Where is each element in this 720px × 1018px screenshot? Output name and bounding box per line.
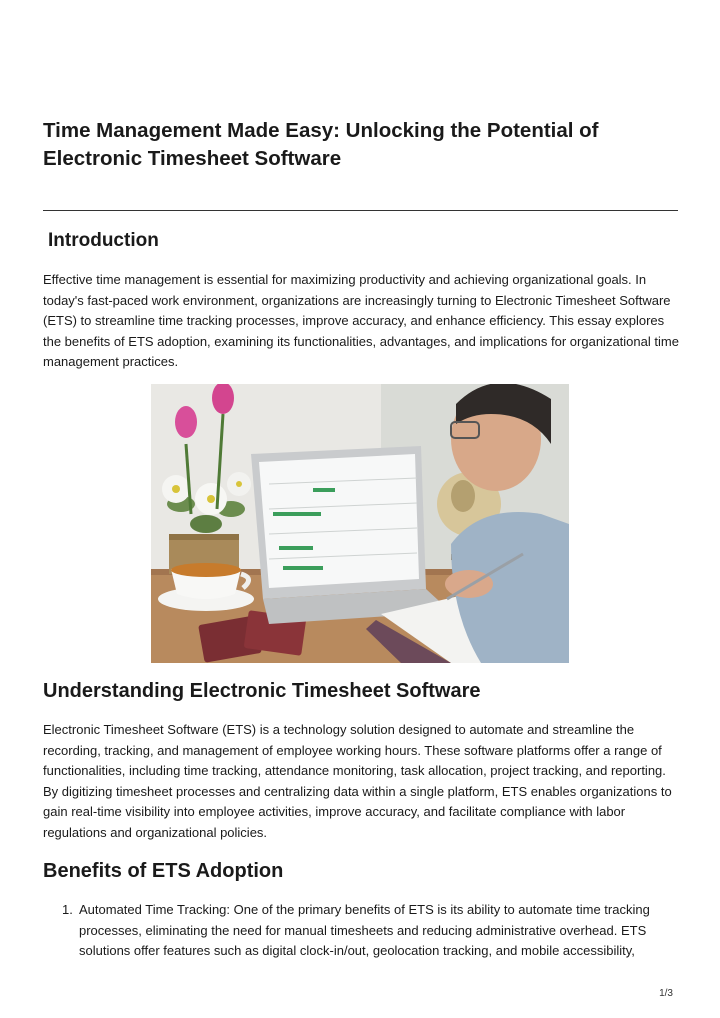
section-heading-benefits: Benefits of ETS Adoption (43, 860, 284, 882)
list-item (43, 900, 683, 962)
benefits-list (43, 900, 683, 962)
document-title: Time Management Made Easy: Unlocking the Potential of Electronic Timesheet Software (43, 119, 599, 170)
office-photo (151, 384, 569, 663)
list-item-text: Automated Time Tracking: One of the primary benefits of ETS is its ability to automate time tracking processes, eliminating the need for manual timesheets and reducing administrative overhead. ETS solutions offer features such as digital clock-in/out, geolocation tracking, and mobile accessibility, (79, 902, 650, 958)
section-heading-introduction: Introduction (48, 230, 159, 251)
intro-paragraph: Effective time management is essential for maximizing productivity and achieving organizational goals. In today's fast-paced work environment, organizations are increasingly turning to Electronic Timesheet Software (ETS) to streamline time tracking processes, improve accuracy, and enhance efficiency. This essay explores the benefits of ETS adoption, examining its functionalities, advantages, and implications for organizational time management practices. (43, 272, 679, 369)
understanding-paragraph: Electronic Timesheet Software (ETS) is a technology solution designed to automate and streamline the recording, tracking, and management of employee working hours. These software platforms offer a range of functionalities, including time tracking, attendance monitoring, task allocation, project tracking, and reporting. By digitizing timesheet processes and centralizing data within a single platform, ETS enables organizations to gain real-time visibility into employee activities, improve accuracy, and facilitate compliance with labor regulations and organizational policies. (43, 722, 672, 840)
list-item-number: 1. (62, 902, 73, 917)
page-number: 1/3 (659, 988, 673, 999)
title-divider (43, 210, 678, 211)
section-heading-understanding: Understanding Electronic Timesheet Software (43, 680, 481, 702)
